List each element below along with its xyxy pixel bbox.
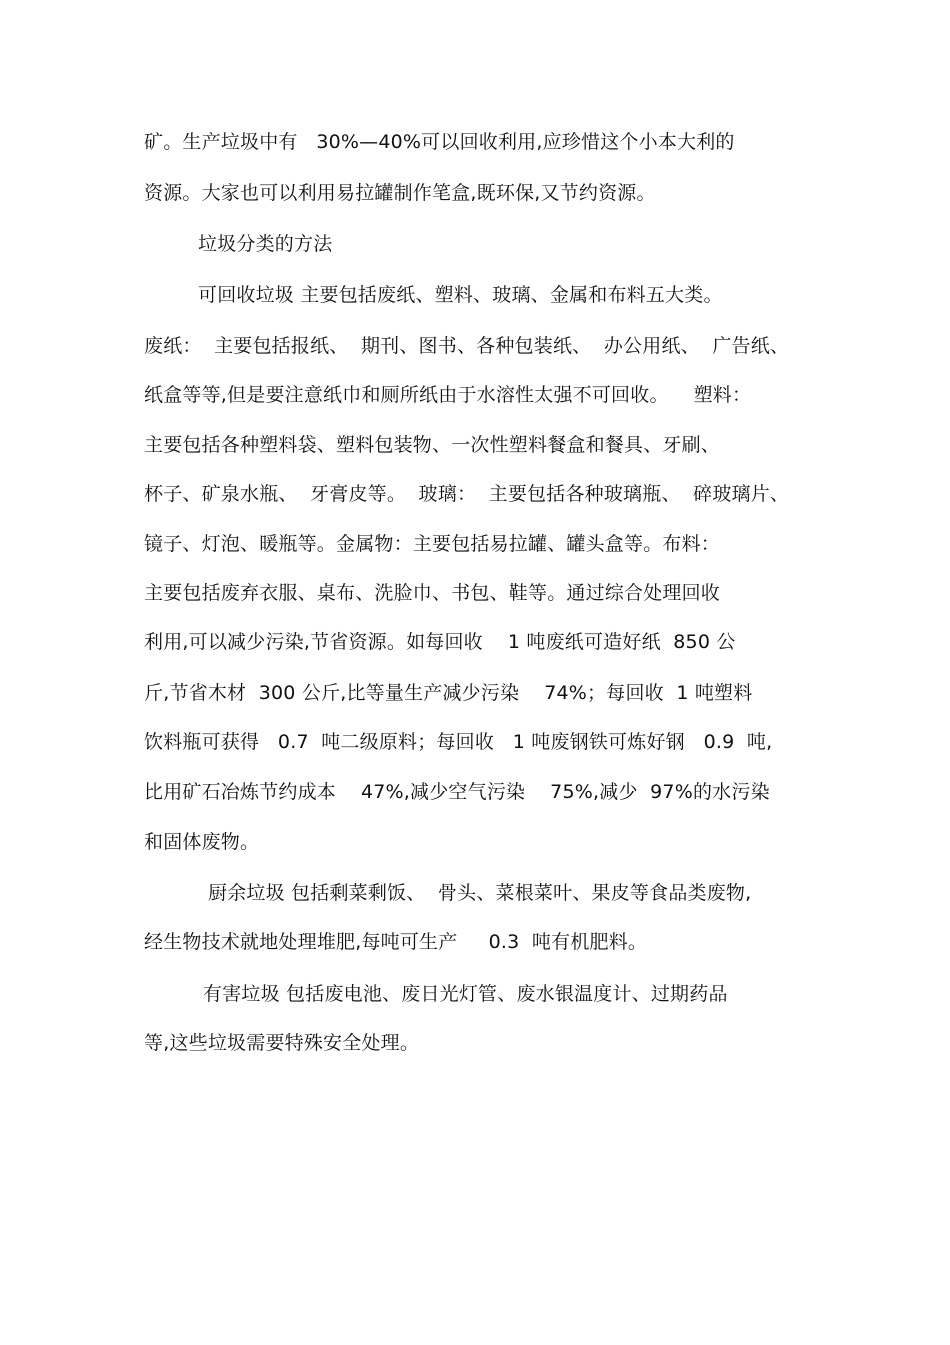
text-line: 厨余垃圾 包括剩菜剩饭、 骨头、菜根菜叶、果皮等食品类废物,: [208, 882, 752, 904]
section-heading: 垃圾分类的方法: [198, 233, 333, 255]
text-line: 主要包括废弃衣服、桌布、洗脸巾、书包、鞋等。通过综合处理回收: [144, 582, 721, 604]
text-line: 纸盒等等,但是要注意纸巾和厕所纸由于水溶性太强不可回收。 塑料：: [144, 384, 752, 406]
text-line: 废纸： 主要包括报纸、 期刊、图书、各种包装纸、 办公用纸、 广告纸、: [144, 335, 790, 357]
text-line: 斤,节省木材 300 公斤,比等量生产减少污染 74%；每回收 1 吨塑料: [144, 682, 753, 704]
text-line: 利用,可以减少污染,节省资源。如每回收 1 吨废纸可造好纸 850 公: [144, 631, 736, 653]
text-line: 矿。生产垃圾中有 30%—40%可以回收利用,应珍惜这个小本大利的: [144, 131, 735, 153]
text-line: 资源。大家也可以利用易拉罐制作笔盒,既环保,又节约资源。: [144, 182, 656, 204]
text-line: 杯子、矿泉水瓶、 牙膏皮等。 玻璃： 主要包括各种玻璃瓶、 碎玻璃片、: [144, 483, 790, 505]
text-line: 主要包括各种塑料袋、塑料包装物、一次性塑料餐盒和餐具、牙刷、: [144, 434, 721, 456]
text-line: 可回收垃圾 主要包括废纸、塑料、玻璃、金属和布料五大类。: [198, 284, 723, 306]
text-line: 经生物技术就地处理堆肥,每吨可生产 0.3 吨有机肥料。: [144, 931, 648, 953]
text-line: 和固体废物。: [144, 831, 260, 853]
text-line: 镜子、灯泡、暖瓶等。金属物：主要包括易拉罐、罐头盒等。布料：: [144, 533, 721, 555]
text-line: 饮料瓶可获得 0.7 吨二级原料；每回收 1 吨废钢铁可炼好钢 0.9 吨,: [144, 731, 773, 753]
text-line: 比用矿石冶炼节约成本 47%,减少空气污染 75%,减少 97%的水污染: [144, 781, 770, 803]
text-line: 等,这些垃圾需要特殊安全处理。: [144, 1032, 420, 1054]
text-line: 有害垃圾 包括废电池、废日光灯管、废水银温度计、过期药品: [203, 983, 728, 1005]
